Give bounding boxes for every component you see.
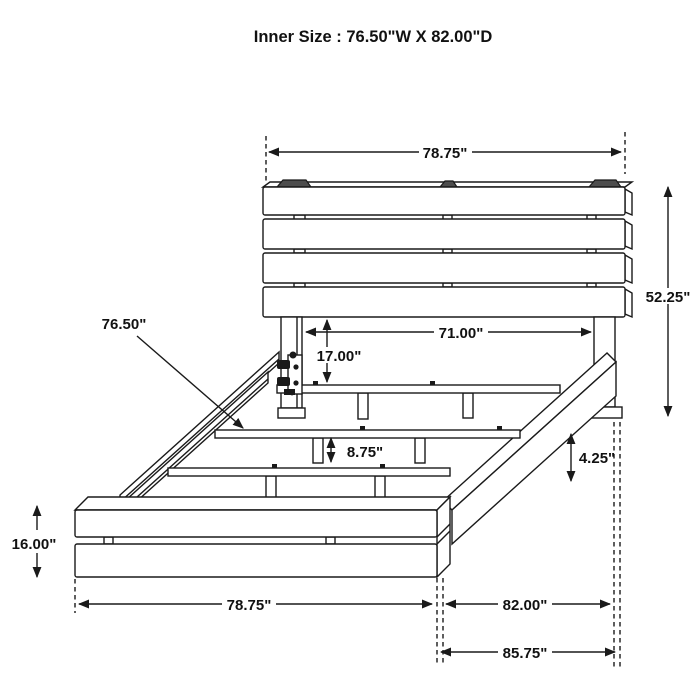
bracket-knob (290, 352, 297, 359)
footboard-top-face (75, 497, 450, 510)
slat-2 (215, 430, 520, 438)
slat-peg (497, 426, 502, 430)
dimension-label: 8.75" (346, 444, 384, 461)
bracket-plate (288, 355, 302, 394)
dimension-label: 85.75" (502, 645, 548, 662)
headboard-plank-4 (263, 287, 625, 317)
leg-foot (278, 408, 305, 418)
dimension-label: 76.50" (101, 316, 147, 333)
dimension-label: 16.00" (11, 536, 57, 553)
bracket-bolt (290, 391, 295, 396)
dimension-label: 71.00" (438, 325, 484, 342)
footboard (75, 497, 450, 577)
bracket-hook (277, 377, 290, 386)
headboard-tab-left (277, 180, 311, 187)
slat-peg (272, 464, 277, 468)
dimension-label: 78.75" (422, 145, 468, 162)
slat-leg (463, 393, 473, 418)
footboard-gap-block (104, 537, 113, 544)
dimension-label: 17.00" (316, 348, 362, 365)
headboard-plank-side (625, 221, 632, 249)
diagram-title: Inner Size : 76.50"W X 82.00"D (253, 28, 493, 46)
footboard-plank-bottom (75, 544, 437, 577)
slat-leg (415, 438, 425, 463)
headboard (263, 180, 632, 317)
bracket-hook (277, 360, 290, 369)
slat-peg (360, 426, 365, 430)
headboard-tab-right (589, 180, 621, 187)
headboard-plank-side (625, 289, 632, 317)
footboard-gap-block (326, 537, 335, 544)
slat-peg (313, 381, 318, 385)
dimension-label: 78.75" (226, 597, 272, 614)
dimension-label: 52.25" (645, 289, 691, 306)
headboard-plank-1 (263, 187, 625, 215)
headboard-plank-2 (263, 219, 625, 249)
dimension-label: 4.25" (578, 450, 616, 467)
slat-peg (380, 464, 385, 468)
slat-1 (277, 385, 560, 393)
footboard-plank-top (75, 510, 437, 537)
bracket-bolt (293, 364, 298, 369)
dimension-label: 82.00" (502, 597, 548, 614)
headboard-plank-side (625, 189, 632, 215)
slat-3 (168, 468, 450, 476)
bracket-bolt (293, 380, 298, 385)
slat-leg (313, 438, 323, 463)
slat-leg (358, 393, 368, 419)
headboard-plank-side (625, 255, 632, 283)
slat-peg (430, 381, 435, 385)
headboard-plank-3 (263, 253, 625, 283)
